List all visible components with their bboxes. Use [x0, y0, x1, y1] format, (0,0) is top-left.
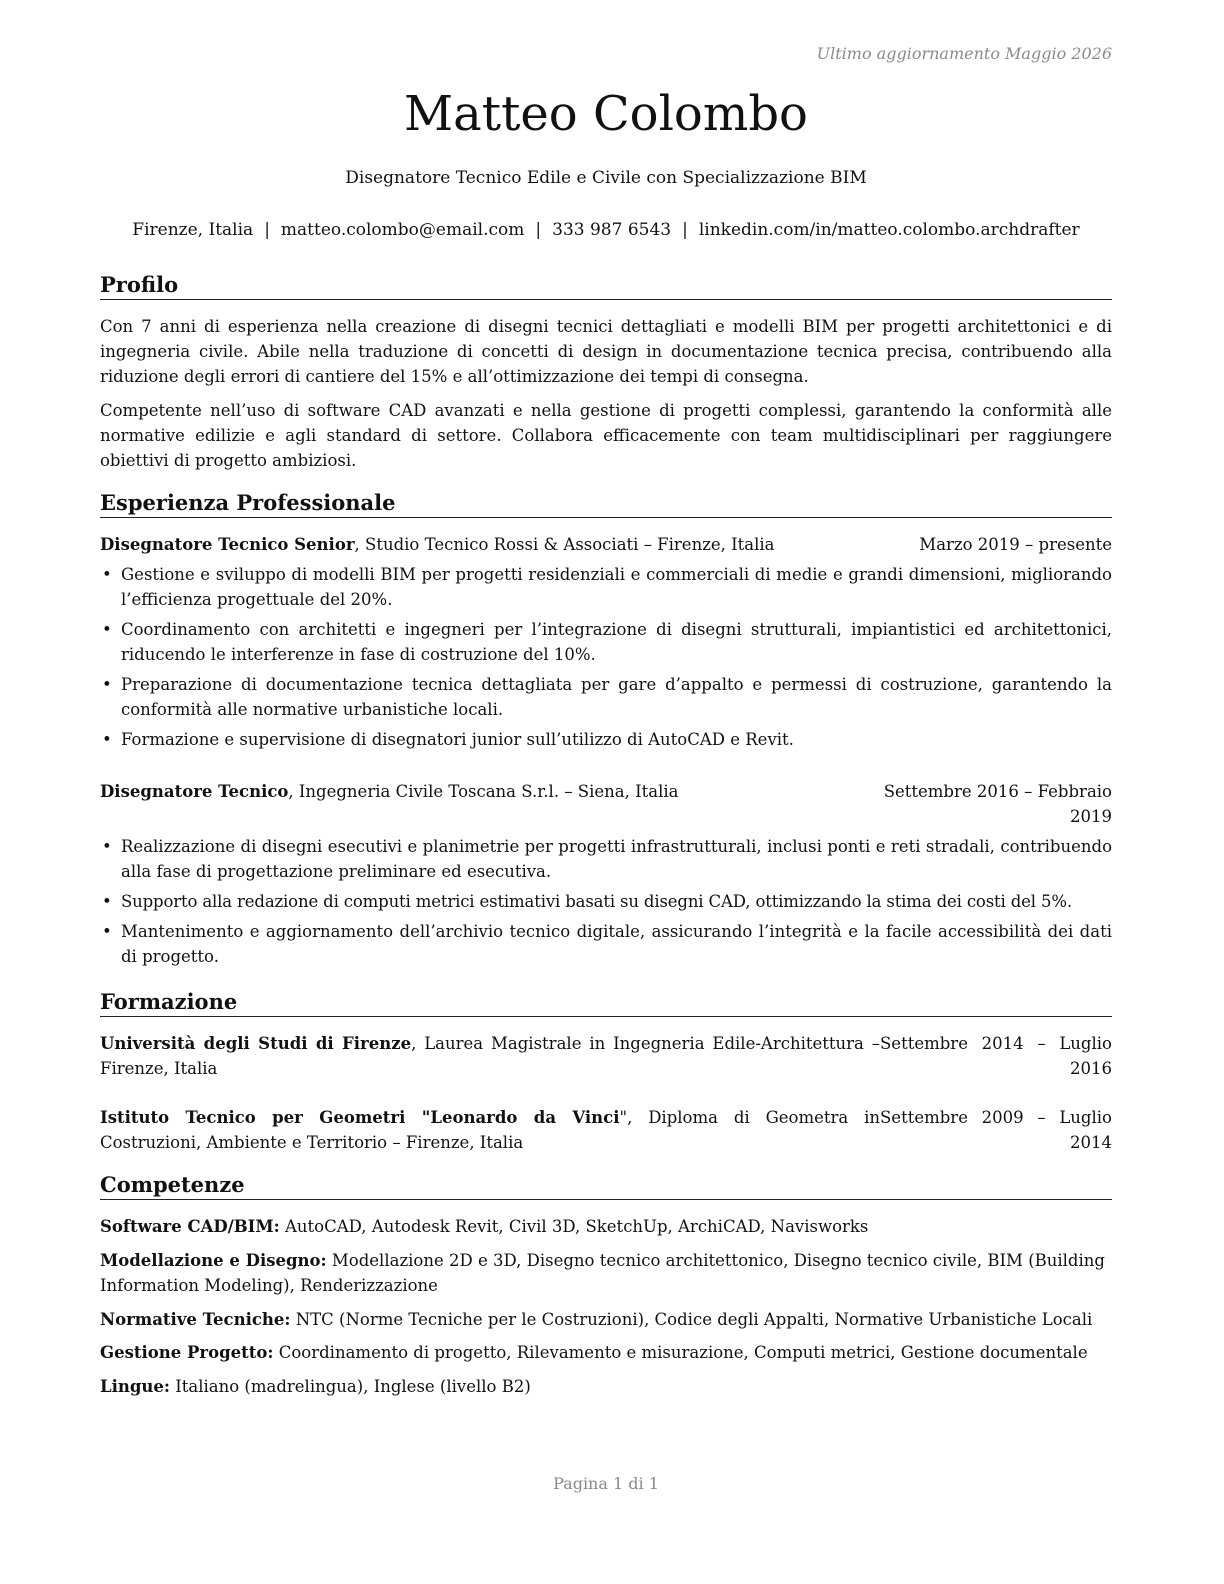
- skill-row: [100, 1214, 1112, 1239]
- skill-value: Italiano (madrelingua), Inglese (livello B2): [170, 1377, 531, 1396]
- section-title-experience: Esperienza Professionale: [100, 490, 1112, 518]
- list-item: • Formazione e supervisione di disegnatori junior sull’utilizzo di AutoCAD e Revit.: [100, 727, 1112, 752]
- list-item: • Realizzazione di disegni esecutivi e planimetrie per progetti infrastrutturali, inclusi ponti e reti stradali, contribuendo alla fase di progettazione preliminare ed esecutiva.: [100, 834, 1112, 884]
- job-header: [100, 532, 1112, 557]
- resume-page: [100, 0, 1112, 1584]
- education-dates: Settembre 2009 – Luglio 2014: [880, 1108, 1112, 1152]
- education-dates: Settembre 2014 – Luglio 2016: [880, 1034, 1112, 1078]
- education-school-prefix: Istituto Tecnico per Geometri ": [100, 1108, 431, 1127]
- contact-separator: |: [264, 220, 270, 240]
- list-item: • Supporto alla redazione di computi metrici estimativi basati su disegni CAD, ottimizzando la stima dei costi del 5%.: [100, 889, 1112, 914]
- list-item: • Mantenimento e aggiornamento dell’archivio tecnico digitale, assicurando l’integrità e la facile accessibilità dei dati di progetto.: [100, 919, 1112, 969]
- skill-row: [100, 1307, 1112, 1332]
- candidate-name: Matteo Colombo: [404, 86, 808, 142]
- skill-label: Software CAD/BIM:: [100, 1217, 280, 1236]
- skill-value: AutoCAD, Autodesk Revit, Civil 3D, SketchUp, ArchiCAD, Navisworks: [279, 1217, 869, 1236]
- bullet-icon: •: [102, 565, 112, 584]
- education-item: [100, 1031, 1112, 1081]
- education-school: Leonardo da Vinci: [430, 1108, 620, 1127]
- skill-label: Normative Tecniche:: [100, 1310, 291, 1329]
- education-detail: , Laurea Magistrale in Ingegneria Edile-Architettura – Firenze, Italia: [100, 1034, 880, 1078]
- skill-row: [100, 1340, 1112, 1365]
- section-title-education: Formazione: [100, 989, 1112, 1017]
- contact-phone: 333 987 6543: [552, 220, 672, 240]
- contact-email[interactable]: matteo.colombo@email.com: [280, 220, 525, 240]
- education-detail: ", Diploma di Geometra in Costruzioni, Ambiente e Territorio – Firenze, Italia: [100, 1108, 880, 1152]
- skill-label: Gestione Progetto:: [100, 1343, 274, 1362]
- education-item: [100, 1105, 1112, 1155]
- skill-row: [100, 1374, 1112, 1399]
- job-role: Disegnatore Tecnico: [100, 782, 289, 801]
- section-title-profile: Profilo: [100, 272, 1112, 300]
- bullet-icon: •: [102, 620, 112, 639]
- skill-row: [100, 1248, 1112, 1298]
- job-role: Disegnatore Tecnico Senior: [100, 535, 355, 554]
- skill-label: Modellazione e Disegno:: [100, 1251, 327, 1270]
- contact-line: [80, 220, 1132, 240]
- skill-value: Modellazione 2D e 3D, Disegno tecnico architettonico, Disegno tecnico civile, BIM (Building Information Modeling), Renderizzazione: [100, 1251, 1105, 1295]
- contact-linkedin[interactable]: linkedin.com/in/matteo.colombo.archdrafter: [698, 220, 1080, 240]
- contact-separator: |: [535, 220, 542, 240]
- list-item: • Preparazione di documentazione tecnica dettagliata per gare d’appalto e permessi di costruzione, garantendo la conformità alle normative urbanistiche locali.: [100, 672, 1112, 722]
- job-company: , Studio Tecnico Rossi & Associati – Firenze, Italia: [354, 535, 775, 554]
- profile-paragraph: Con 7 anni di esperienza nella creazione di disegni tecnici dettagliati e modelli BIM per progetti architettonici e di ingegneria civile. Abile nella traduzione di concetti di design in documentazione tecnica precisa, contribuendo alla riduzione degli errori di cantiere del 15% e all’ottimizzazione dei tempi di consegna.: [100, 317, 1112, 386]
- bullet-icon: •: [102, 892, 112, 911]
- profile-paragraph: Competente nell’uso di software CAD avanzati e nella gestione di progetti complessi, garantendo la conformità alle normative edilizie e agli standard di settore. Collabora efficacemente con team multidisciplinari per raggiungere obiettivi di progetto ambiziosi.: [100, 401, 1112, 470]
- job-title: Disegnatore Tecnico Edile e Civile con Specializzazione BIM: [345, 168, 867, 188]
- page-number: Pagina 1 di 1: [553, 1474, 659, 1493]
- bullet-icon: •: [102, 837, 112, 856]
- bullet-icon: •: [102, 730, 112, 749]
- job-header: [100, 779, 1112, 829]
- job-company: , Ingegneria Civile Toscana S.r.l. – Siena, Italia: [288, 782, 679, 801]
- education-school: Università degli Studi di Firenze: [100, 1034, 412, 1053]
- last-updated: Ultimo aggiornamento Maggio 2026: [816, 44, 1112, 63]
- contact-separator: |: [682, 220, 688, 240]
- list-item: • Gestione e sviluppo di modelli BIM per progetti residenziali e commerciali di medie e grandi dimensioni, migliorando l’efficienza progettuale del 20%.: [100, 562, 1112, 612]
- contact-location: Firenze, Italia: [132, 220, 254, 240]
- skill-label: Lingue:: [100, 1377, 170, 1396]
- bullet-icon: •: [102, 675, 112, 694]
- section-title-skills: Competenze: [100, 1172, 1112, 1200]
- job-bullets: [100, 562, 1112, 757]
- job-dates: Marzo 2019 – presente: [919, 535, 1112, 554]
- bullet-icon: •: [102, 922, 112, 941]
- skill-value: NTC (Norme Tecniche per le Costruzioni), Codice degli Appalti, Normative Urbanistiche Locali: [290, 1310, 1093, 1329]
- job-dates: Settembre 2016 – Febbraio 2019: [883, 782, 1112, 826]
- skill-value: Coordinamento di progetto, Rilevamento e misurazione, Computi metrici, Gestione documentale: [273, 1343, 1088, 1362]
- list-item: • Coordinamento con architetti e ingegneri per l’integrazione di disegni strutturali, impiantistici ed architettonici, riducendo le interferenze in fase di costruzione del 10%.: [100, 617, 1112, 667]
- job-bullets: [100, 834, 1112, 974]
